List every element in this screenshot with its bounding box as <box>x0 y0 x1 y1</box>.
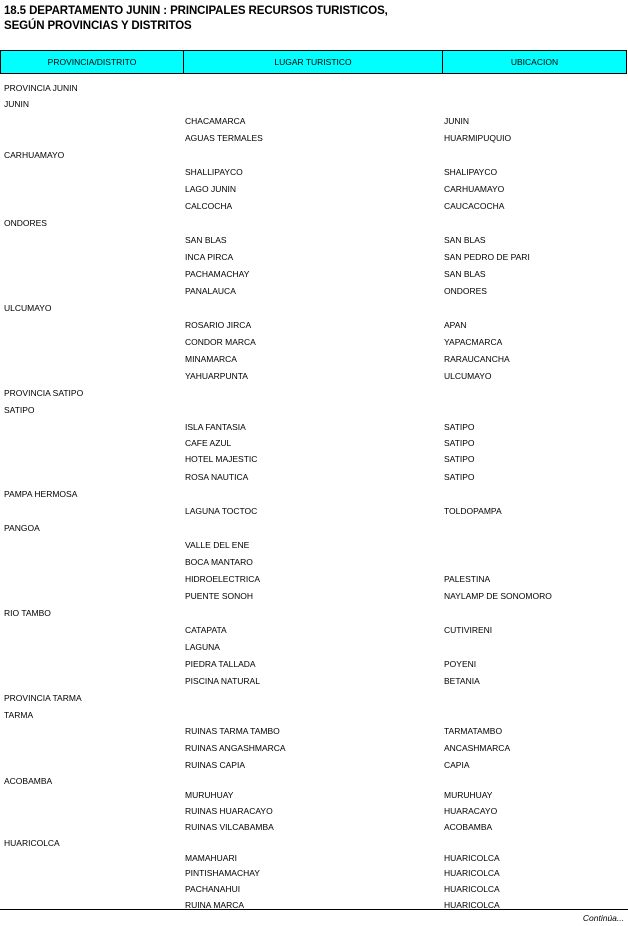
table-row <box>0 851 628 865</box>
table-row <box>0 436 628 450</box>
cell-ubicacion: NAYLAMP DE SONOMORO <box>444 591 552 601</box>
table-row <box>0 403 628 417</box>
cell-lugar-turistico: SHALLIPAYCO <box>185 167 243 177</box>
table-row <box>0 250 628 264</box>
cell-lugar-turistico: CHACAMARCA <box>185 116 246 126</box>
cell-ubicacion: ULCUMAYO <box>444 371 492 381</box>
table-row <box>0 114 628 128</box>
table-row <box>0 708 628 722</box>
cell-lugar-turistico: RUINAS HUARACAYO <box>185 806 273 816</box>
cell-ubicacion: TOLDOPAMPA <box>444 506 502 516</box>
cell-provincia-distrito: PAMPA HERMOSA <box>4 489 78 499</box>
table-row <box>0 487 628 501</box>
table-row <box>0 774 628 788</box>
cell-provincia-distrito: TARMA <box>4 710 34 720</box>
cell-ubicacion: BETANIA <box>444 676 480 686</box>
cell-ubicacion: PALESTINA <box>444 574 491 584</box>
table-row <box>0 741 628 755</box>
header-ubicacion: UBICACION <box>442 50 627 74</box>
cell-provincia-distrito: PROVINCIA JUNIN <box>4 83 78 93</box>
header-lugar-turistico: LUGAR TURISTICO <box>183 50 443 74</box>
table-row <box>0 589 628 603</box>
cell-lugar-turistico: RUINAS ANGASHMARCA <box>185 743 286 753</box>
cell-provincia-distrito: RIO TAMBO <box>4 608 51 618</box>
cell-lugar-turistico: PACHANAHUI <box>185 884 241 894</box>
cell-ubicacion: SATIPO <box>444 438 475 448</box>
table-row <box>0 788 628 802</box>
cell-lugar-turistico: BOCA MANTARO <box>185 557 253 567</box>
cell-lugar-turistico: MURUHUAY <box>185 790 234 800</box>
cell-lugar-turistico: PIEDRA TALLADA <box>185 659 256 669</box>
cell-lugar-turistico: VALLE DEL ENE <box>185 540 250 550</box>
table-row <box>0 657 628 671</box>
cell-provincia-distrito: PANGOA <box>4 523 40 533</box>
cell-lugar-turistico: INCA PIRCA <box>185 252 234 262</box>
table-row <box>0 301 628 315</box>
cell-lugar-turistico: RUINAS VILCABAMBA <box>185 822 274 832</box>
table-row <box>0 165 628 179</box>
cell-lugar-turistico: MAMAHUARI <box>185 853 237 863</box>
cell-ubicacion: CUTIVIRENI <box>444 625 493 635</box>
table-row <box>0 148 628 162</box>
cell-ubicacion: APAN <box>444 320 467 330</box>
table-row <box>0 866 628 880</box>
table-row <box>0 521 628 535</box>
cell-provincia-distrito: ULCUMAYO <box>4 303 52 313</box>
cell-ubicacion: ONDORES <box>444 286 487 296</box>
table-row <box>0 182 628 196</box>
cell-ubicacion: TARMATAMBO <box>444 726 503 736</box>
table-row <box>0 572 628 586</box>
cell-lugar-turistico: CALCOCHA <box>185 201 233 211</box>
cell-lugar-turistico: LAGUNA TOCTOC <box>185 506 258 516</box>
cell-ubicacion: POYENI <box>444 659 477 669</box>
cell-ubicacion: HUARACAYO <box>444 806 498 816</box>
table-row <box>0 420 628 434</box>
cell-lugar-turistico: YAHUARPUNTA <box>185 371 248 381</box>
table-row <box>0 836 628 850</box>
cell-lugar-turistico: AGUAS TERMALES <box>185 133 263 143</box>
table-row <box>0 199 628 213</box>
title-line-1: 18.5 DEPARTAMENTO JUNIN : PRINCIPALES RECURSOS TURISTICOS, <box>4 5 388 17</box>
cell-lugar-turistico: PISCINA NATURAL <box>185 676 260 686</box>
header-provincia-distrito: PROVINCIA/DISTRITO <box>0 50 184 74</box>
cell-ubicacion: CARHUAMAYO <box>444 184 505 194</box>
table-row <box>0 335 628 349</box>
cell-ubicacion: SATIPO <box>444 454 475 464</box>
cell-ubicacion: YAPACMARCA <box>444 337 503 347</box>
table-title <box>4 4 388 34</box>
cell-ubicacion: HUARICOLCA <box>444 853 500 863</box>
cell-lugar-turistico: HOTEL MAJESTIC <box>185 454 258 464</box>
cell-ubicacion: CAUCACOCHA <box>444 201 505 211</box>
cell-lugar-turistico: CAFE AZUL <box>185 438 232 448</box>
cell-lugar-turistico: CONDOR MARCA <box>185 337 256 347</box>
cell-ubicacion: RARAUCANCHA <box>444 354 510 364</box>
table-row <box>0 623 628 637</box>
cell-lugar-turistico: SAN BLAS <box>185 235 227 245</box>
cell-provincia-distrito: HUARICOLCA <box>4 838 60 848</box>
cell-provincia-distrito: CARHUAMAYO <box>4 150 65 160</box>
cell-ubicacion: SAN BLAS <box>444 235 486 245</box>
table-row <box>0 131 628 145</box>
cell-ubicacion: HUARICOLCA <box>444 900 500 910</box>
cell-lugar-turistico: ROSARIO JIRCA <box>185 320 252 330</box>
cell-ubicacion: SHALIPAYCO <box>444 167 498 177</box>
cell-lugar-turistico: PINTISHAMACHAY <box>185 868 260 878</box>
table-row <box>0 352 628 366</box>
table-row <box>0 97 628 111</box>
cell-lugar-turistico: MINAMARCA <box>185 354 237 364</box>
cell-ubicacion: CAPIA <box>444 760 470 770</box>
table-row <box>0 386 628 400</box>
table-row <box>0 216 628 230</box>
cell-ubicacion: SATIPO <box>444 472 475 482</box>
cell-provincia-distrito: ACOBAMBA <box>4 776 53 786</box>
cell-ubicacion: MURUHUAY <box>444 790 493 800</box>
cell-lugar-turistico: LAGO JUNIN <box>185 184 237 194</box>
table-row <box>0 538 628 552</box>
table-row <box>0 318 628 332</box>
table-row <box>0 882 628 896</box>
cell-provincia-distrito: JUNIN <box>4 99 30 109</box>
cell-ubicacion: ANCASHMARCA <box>444 743 511 753</box>
cell-ubicacion: SAN BLAS <box>444 269 486 279</box>
cell-lugar-turistico: LAGUNA <box>185 642 220 652</box>
cell-lugar-turistico: ISLA FANTASIA <box>185 422 246 432</box>
table-row <box>0 81 628 95</box>
cell-lugar-turistico: PACHAMACHAY <box>185 269 250 279</box>
cell-lugar-turistico: ROSA NAUTICA <box>185 472 249 482</box>
table-row <box>0 691 628 705</box>
cell-lugar-turistico: PUENTE SONOH <box>185 591 254 601</box>
table-row <box>0 820 628 834</box>
title-line-2: SEGÚN PROVINCIAS Y DISTRITOS <box>4 20 192 32</box>
cell-lugar-turistico: RUINA MARCA <box>185 900 245 910</box>
cell-provincia-distrito: SATIPO <box>4 405 35 415</box>
cell-ubicacion: HUARICOLCA <box>444 884 500 894</box>
table-row <box>0 758 628 772</box>
table-bottom-rule <box>0 909 628 910</box>
cell-provincia-distrito: PROVINCIA TARMA <box>4 693 82 703</box>
table-row <box>0 233 628 247</box>
table-row <box>0 804 628 818</box>
cell-ubicacion: ACOBAMBA <box>444 822 493 832</box>
table-row <box>0 369 628 383</box>
cell-lugar-turistico: RUINAS CAPIA <box>185 760 245 770</box>
cell-lugar-turistico: RUINAS TARMA TAMBO <box>185 726 280 736</box>
cell-ubicacion: SATIPO <box>444 422 475 432</box>
table-row <box>0 284 628 298</box>
table-row <box>0 452 628 466</box>
cell-provincia-distrito: ONDORES <box>4 218 47 228</box>
cell-ubicacion: HUARMIPUQUIO <box>444 133 512 143</box>
cell-ubicacion: HUARICOLCA <box>444 868 500 878</box>
cell-ubicacion: JUNIN <box>444 116 470 126</box>
table-row <box>0 504 628 518</box>
table-row <box>0 674 628 688</box>
cell-provincia-distrito: PROVINCIA SATIPO <box>4 388 84 398</box>
table-row <box>0 267 628 281</box>
cell-lugar-turistico: PANALAUCA <box>185 286 236 296</box>
continues-note: Continúa... <box>582 913 624 923</box>
table-row <box>0 470 628 484</box>
cell-ubicacion: SAN PEDRO DE PARI <box>444 252 530 262</box>
table-row <box>0 724 628 738</box>
cell-lugar-turistico: HIDROELECTRICA <box>185 574 261 584</box>
table-row <box>0 606 628 620</box>
table-row <box>0 555 628 569</box>
table-row <box>0 640 628 654</box>
cell-lugar-turistico: CATAPATA <box>185 625 227 635</box>
